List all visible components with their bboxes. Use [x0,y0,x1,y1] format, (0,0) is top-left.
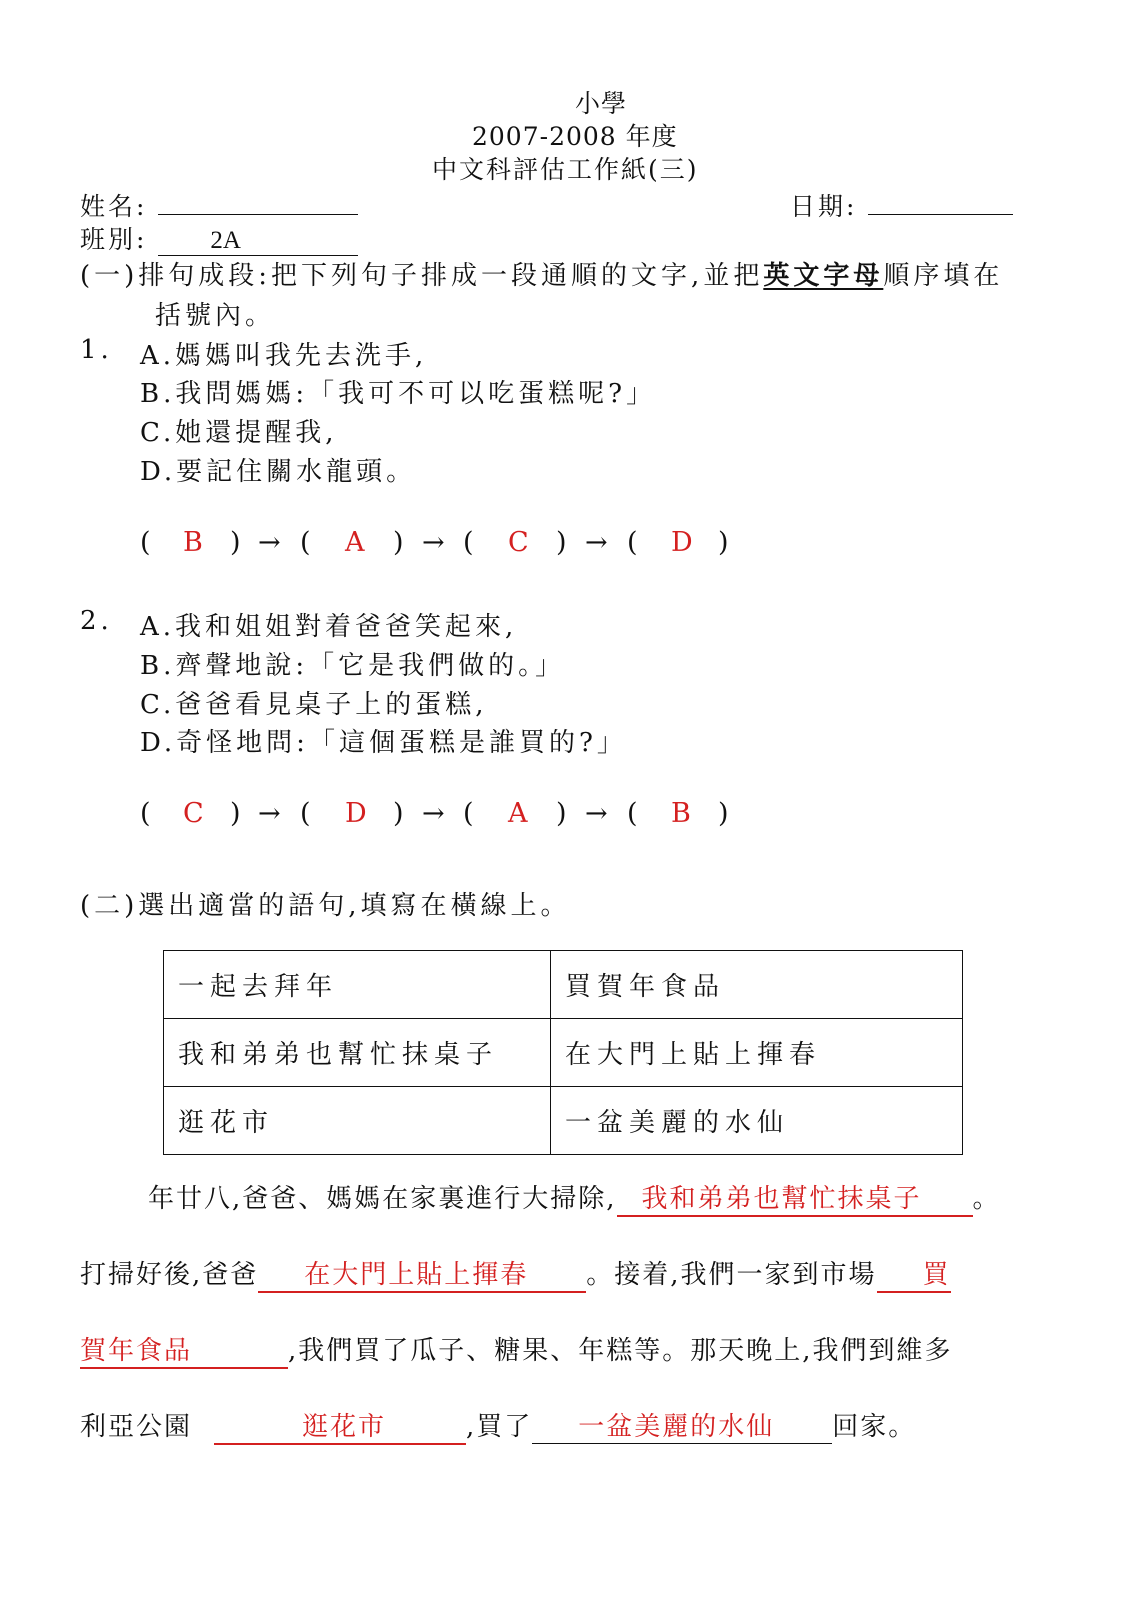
passage-line-1 [148,1178,1001,1217]
passage-line-2 [80,1254,951,1293]
passage-text: ,我們買了瓜子、糖果、年糕等。那天晚上,我們到維多 [288,1336,953,1366]
open-paren: ( [140,798,151,829]
answer-slot-1[interactable]: C [183,798,204,829]
arrow-icon: → [585,798,608,829]
sentence-d: D.奇怪地問:「這個蛋糕是誰買的?」 [140,728,627,758]
school-name: 小學 [575,89,628,118]
table-row [164,1087,963,1155]
section1-emphasis: 英文字母 [763,261,884,291]
date-row [790,187,1013,223]
answer-slot-2[interactable]: A [345,527,365,558]
answer-blank-5[interactable]: 一盆美麗的水仙 [532,1406,832,1444]
section2-instruction [80,885,571,922]
open-paren: ( [463,798,474,829]
passage-text: 利亞公園 [80,1412,193,1442]
table-row [164,1019,963,1087]
sentence-a: A.媽媽叫我先去洗手, [140,341,428,371]
passage-text: 。 [972,1184,1001,1214]
section1-instruction-text: 排句成段:把下列句子排成一段通順的文字,並把 [138,261,764,291]
close-paren: ) [718,798,729,829]
option-cell: 我和弟弟也幫忙抹桌子 [164,1019,551,1087]
answer-blank-3a[interactable]: 買 [877,1254,951,1293]
passage-text: 打掃好後,爸爸 [80,1260,259,1290]
passage-text: 。接着,我們一家到市場 [586,1260,877,1290]
class-label: 班別: [80,225,148,254]
close-paren: ) [230,798,241,829]
section1-number: (一) [80,261,139,291]
close-paren: ) [556,527,567,558]
question-number: 2. [80,606,113,636]
answer-slot-4[interactable]: B [671,798,691,829]
answer-order-row [0,527,1130,563]
answer-slot-4[interactable]: D [671,527,693,558]
answer-slot-3[interactable]: A [508,798,528,829]
class-row [80,220,358,256]
section2-instruction-text: 選出適當的語句,填寫在橫線上。 [138,891,571,921]
option-cell: 買賀年食品 [551,951,963,1019]
open-paren: ( [140,527,151,558]
passage-text: ,買了 [466,1412,533,1442]
close-paren: ) [556,798,567,829]
table-row [164,951,963,1019]
class-field[interactable]: 2A [158,227,358,256]
section2-number: (二) [80,891,139,921]
open-paren: ( [463,527,474,558]
answer-blank-1[interactable]: 我和弟弟也幫忙抹桌子 [617,1178,973,1217]
passage-text: 回家。 [832,1412,917,1442]
open-paren: ( [627,798,638,829]
answer-order-row [0,798,1130,834]
sentence-c: C.爸爸看見桌子上的蛋糕, [140,690,488,720]
answer-blank-2[interactable]: 在大門上貼上揮春 [258,1254,586,1293]
passage-line-4 [80,1406,916,1445]
passage-line-3 [80,1330,953,1369]
sentence-b: B.齊聲地說:「它是我們做的。」 [140,651,566,681]
sentence-a: A.我和姐姐對着爸爸笑起來, [140,612,518,642]
name-field[interactable] [158,188,358,215]
date-field[interactable] [868,188,1013,215]
answer-blank-4[interactable]: 逛花市 [214,1406,466,1445]
name-label: 姓名: [80,192,148,221]
arrow-icon: → [258,527,281,558]
passage-text: 年廿八,爸爸、媽媽在家裏進行大掃除, [148,1184,617,1214]
answer-slot-3[interactable]: C [508,527,529,558]
arrow-icon: → [422,527,445,558]
date-label: 日期: [790,192,858,221]
answer-slot-1[interactable]: B [183,527,203,558]
section1-instruction-cont: 括號內。 [155,301,276,331]
arrow-icon: → [422,798,445,829]
option-cell: 逛花市 [164,1087,551,1155]
answer-slot-2[interactable]: D [345,798,367,829]
section1-instruction-text-b: 順序填在 [883,261,1004,291]
question-number: 1. [80,335,113,365]
option-cell: 一盆美麗的水仙 [551,1087,963,1155]
worksheet-title: 中文科評估工作紙(三) [432,155,699,184]
school-year: 2007-2008 年度 [472,122,678,151]
sentence-c: C.她還提醒我, [140,418,338,448]
sentence-d: D.要記住關水龍頭。 [140,457,417,487]
close-paren: ) [393,527,404,558]
open-paren: ( [300,527,311,558]
close-paren: ) [718,527,729,558]
section1-instruction [80,255,1003,292]
sentence-b: B.我問媽媽:「我可不可以吃蛋糕呢?」 [140,379,657,409]
arrow-icon: → [585,527,608,558]
options-table [163,950,963,1155]
name-row [80,187,358,223]
option-cell: 在大門上貼上揮春 [551,1019,963,1087]
open-paren: ( [627,527,638,558]
answer-blank-3b[interactable]: 賀年食品 [80,1330,288,1369]
option-cell: 一起去拜年 [164,951,551,1019]
arrow-icon: → [258,798,281,829]
close-paren: ) [230,527,241,558]
close-paren: ) [393,798,404,829]
open-paren: ( [300,798,311,829]
